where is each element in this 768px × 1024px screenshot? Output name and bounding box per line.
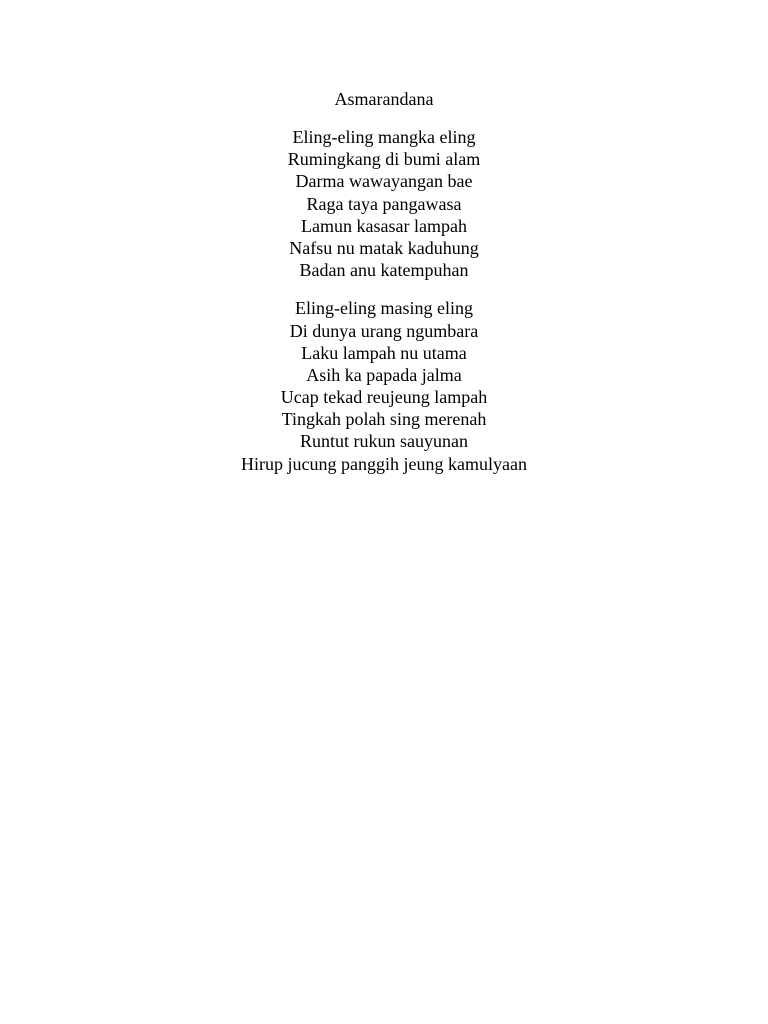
- poem-line: Nafsu nu matak kaduhung: [289, 237, 479, 258]
- poem-title: Asmarandana: [334, 89, 434, 109]
- poem-line: Ucap tekad reujeung lampah: [280, 387, 488, 408]
- poem-line: Tingkah polah sing merenah: [281, 409, 487, 430]
- stanza-1: [0, 126, 768, 281]
- poem-line: Rumingkang di bumi alam: [287, 149, 481, 170]
- poem-line: Eling-eling mangka eling: [292, 127, 476, 147]
- poem-line: Darma wawayangan bae: [295, 171, 473, 192]
- poem-line: Badan anu katempuhan: [299, 260, 469, 281]
- poem-line: Raga taya pangawasa: [306, 193, 462, 214]
- poem: [0, 88, 768, 491]
- poem-line: Di dunya urang ngumbara: [289, 320, 479, 341]
- poem-line: Lamun kasasar lampah: [301, 215, 467, 236]
- poem-line: Laku lampah nu utama: [301, 342, 467, 363]
- poem-line: Hirup jucung panggih jeung kamulyaan: [241, 453, 527, 474]
- stanza-2: [0, 297, 768, 475]
- poem-line: Asih ka papada jalma: [306, 364, 462, 385]
- poem-line: Eling-eling masing eling: [295, 298, 473, 319]
- poem-line: Runtut rukun sauyunan: [300, 431, 468, 452]
